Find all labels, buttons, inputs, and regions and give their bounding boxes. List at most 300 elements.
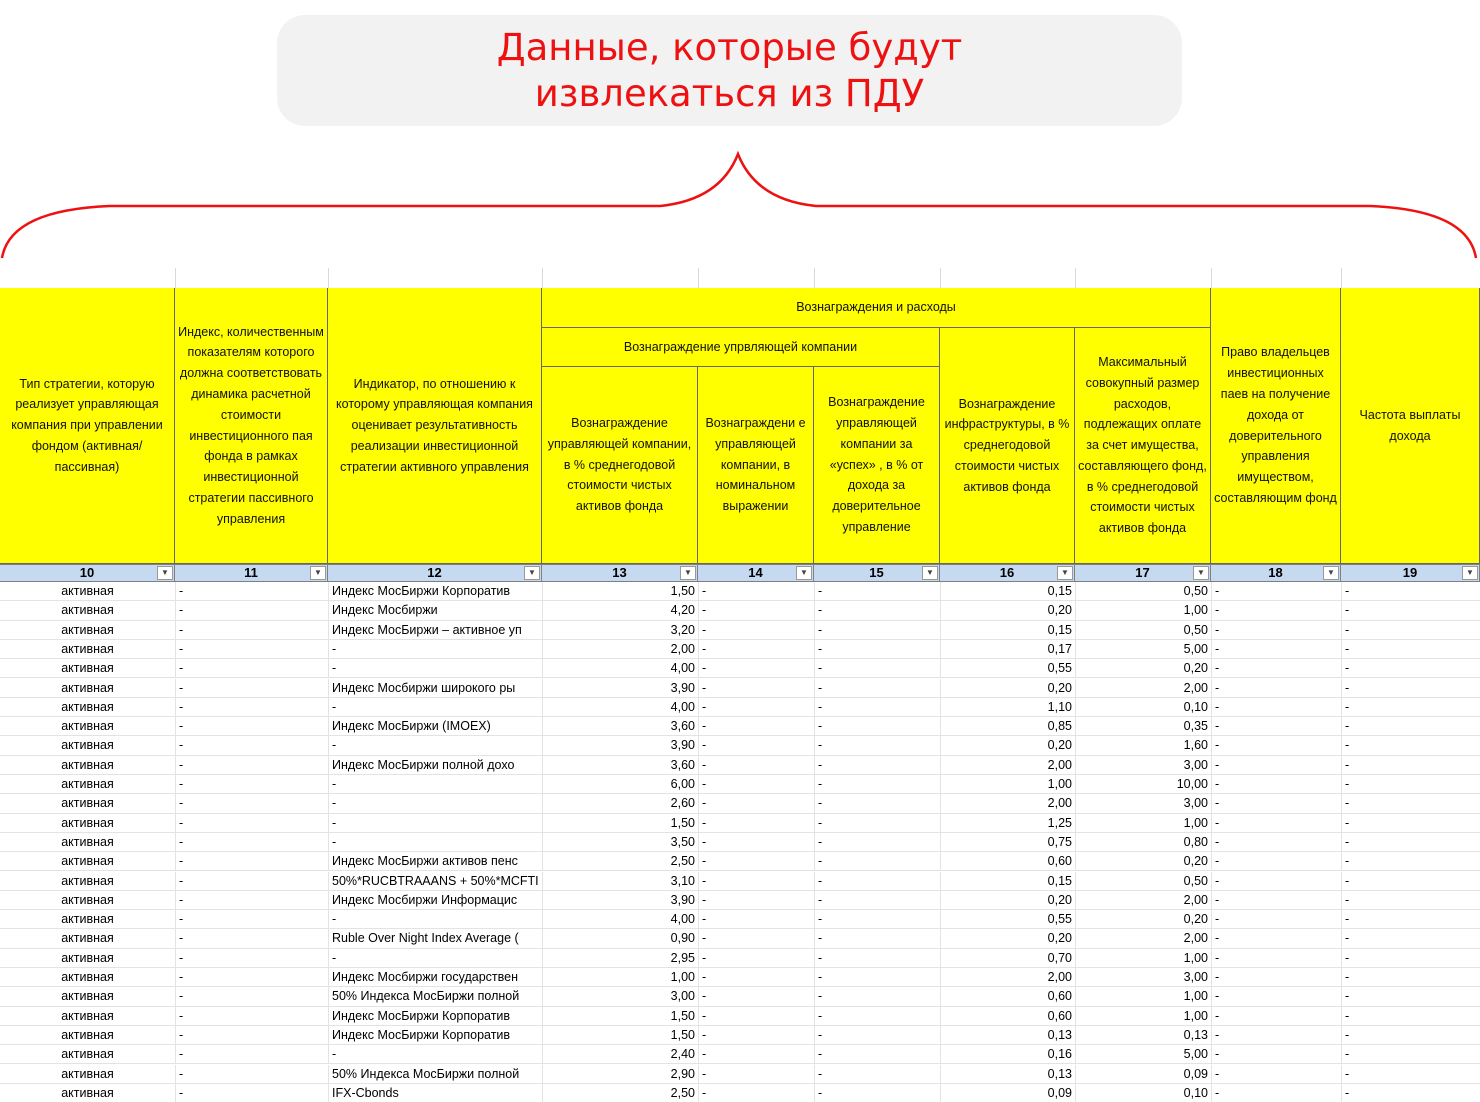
header-passive-index[interactable]: Индекс, количественным показателям которого должна соответствовать динамика расчетной стоимости инвестиционного пая фонда в рамках инвестиционной стратегии пассивного управления xyxy=(175,288,328,564)
cell-payout-frequency[interactable]: - xyxy=(1341,1065,1480,1084)
cell-strategy-type[interactable]: активная xyxy=(61,680,114,695)
cell-mc-fee-nominal[interactable]: - xyxy=(698,1026,814,1045)
header-payout-frequency[interactable]: Частота выплаты дохода xyxy=(1341,288,1480,564)
cell-income-right[interactable]: - xyxy=(1211,582,1341,601)
cell-mc-fee-percent[interactable]: 1,50 xyxy=(542,1007,698,1026)
cell-max-expenses[interactable]: 0,10 xyxy=(1075,698,1211,717)
cell-passive-index[interactable]: - xyxy=(175,582,328,601)
cell-mc-success-fee[interactable]: - xyxy=(814,640,940,659)
cell-passive-index[interactable]: - xyxy=(175,1045,328,1064)
cell-mc-success-fee[interactable]: - xyxy=(814,794,940,813)
cell-mc-fee-percent[interactable]: 0,90 xyxy=(542,929,698,948)
cell-mc-success-fee[interactable]: - xyxy=(814,814,940,833)
cell-max-expenses[interactable]: 0,10 xyxy=(1075,1084,1211,1102)
cell-mc-fee-nominal[interactable]: - xyxy=(698,1007,814,1026)
cell-mc-fee-nominal[interactable]: - xyxy=(698,736,814,755)
blank-cell[interactable] xyxy=(814,268,941,288)
cell-infrastructure-fee[interactable]: 0,20 xyxy=(940,679,1075,698)
cell-strategy-type[interactable]: активная xyxy=(61,912,114,927)
cell-income-right[interactable]: - xyxy=(1211,717,1341,736)
header-group-fees[interactable]: Вознаграждения и расходы xyxy=(542,288,1211,328)
cell-mc-success-fee[interactable]: - xyxy=(814,621,940,640)
cell-payout-frequency[interactable]: - xyxy=(1341,659,1480,678)
cell-mc-success-fee[interactable]: - xyxy=(814,756,940,775)
cell-max-expenses[interactable]: 0,50 xyxy=(1075,621,1211,640)
cell-mc-fee-percent[interactable]: 4,00 xyxy=(542,659,698,678)
cell-strategy-type[interactable]: активная xyxy=(61,719,114,734)
cell-payout-frequency[interactable]: - xyxy=(1341,968,1480,987)
cell-infrastructure-fee[interactable]: 0,70 xyxy=(940,949,1075,968)
cell-mc-success-fee[interactable]: - xyxy=(814,1084,940,1102)
cell-infrastructure-fee[interactable]: 0,09 xyxy=(940,1084,1075,1102)
cell-passive-index[interactable]: - xyxy=(175,1084,328,1102)
filter-dropdown-icon[interactable]: ▼ xyxy=(157,566,173,580)
cell-infrastructure-fee[interactable]: 1,10 xyxy=(940,698,1075,717)
cell-income-right[interactable]: - xyxy=(1211,968,1341,987)
cell-max-expenses[interactable]: 2,00 xyxy=(1075,891,1211,910)
cell-mc-fee-nominal[interactable]: - xyxy=(698,582,814,601)
cell-strategy-type[interactable]: активная xyxy=(61,873,114,888)
cell-mc-success-fee[interactable]: - xyxy=(814,775,940,794)
cell-payout-frequency[interactable]: - xyxy=(1341,949,1480,968)
cell-passive-index[interactable]: - xyxy=(175,640,328,659)
cell-active-indicator[interactable]: - xyxy=(328,640,542,659)
cell-income-right[interactable]: - xyxy=(1211,1065,1341,1084)
cell-passive-index[interactable]: - xyxy=(175,833,328,852)
cell-infrastructure-fee[interactable]: 0,17 xyxy=(940,640,1075,659)
cell-active-indicator[interactable]: Индекс Мосбиржи xyxy=(328,601,542,620)
cell-mc-fee-nominal[interactable]: - xyxy=(698,659,814,678)
cell-strategy-type[interactable]: активная xyxy=(61,950,114,965)
cell-max-expenses[interactable]: 3,00 xyxy=(1075,756,1211,775)
cell-payout-frequency[interactable]: - xyxy=(1341,872,1480,891)
cell-income-right[interactable]: - xyxy=(1211,910,1341,929)
cell-mc-fee-percent[interactable]: 2,60 xyxy=(542,794,698,813)
cell-infrastructure-fee[interactable]: 0,60 xyxy=(940,987,1075,1006)
cell-mc-fee-percent[interactable]: 3,60 xyxy=(542,756,698,775)
cell-strategy-type[interactable]: активная xyxy=(61,970,114,984)
cell-infrastructure-fee[interactable]: 0,55 xyxy=(940,910,1075,929)
cell-max-expenses[interactable]: 0,35 xyxy=(1075,717,1211,736)
cell-max-expenses[interactable]: 0,20 xyxy=(1075,659,1211,678)
cell-mc-fee-nominal[interactable]: - xyxy=(698,891,814,910)
cell-infrastructure-fee[interactable]: 0,55 xyxy=(940,659,1075,678)
cell-active-indicator[interactable]: - xyxy=(328,659,542,678)
column-number-11[interactable] xyxy=(175,564,328,582)
cell-mc-fee-percent[interactable]: 2,90 xyxy=(542,1065,698,1084)
cell-mc-success-fee[interactable]: - xyxy=(814,1065,940,1084)
cell-mc-success-fee[interactable]: - xyxy=(814,852,940,871)
cell-payout-frequency[interactable]: - xyxy=(1341,1007,1480,1026)
cell-max-expenses[interactable]: 0,13 xyxy=(1075,1026,1211,1045)
filter-dropdown-icon[interactable]: ▼ xyxy=(922,566,938,580)
cell-passive-index[interactable]: - xyxy=(175,929,328,948)
cell-active-indicator[interactable]: - xyxy=(328,814,542,833)
cell-active-indicator[interactable]: Индекс МосБиржи полной дохо xyxy=(328,756,542,775)
cell-mc-fee-percent[interactable]: 3,00 xyxy=(542,987,698,1006)
cell-mc-fee-percent[interactable]: 3,10 xyxy=(542,872,698,891)
cell-payout-frequency[interactable]: - xyxy=(1341,775,1480,794)
cell-infrastructure-fee[interactable]: 0,13 xyxy=(940,1026,1075,1045)
cell-infrastructure-fee[interactable]: 0,15 xyxy=(940,872,1075,891)
cell-max-expenses[interactable]: 2,00 xyxy=(1075,679,1211,698)
filter-dropdown-icon[interactable]: ▼ xyxy=(310,566,326,580)
cell-infrastructure-fee[interactable]: 0,20 xyxy=(940,929,1075,948)
cell-income-right[interactable]: - xyxy=(1211,852,1341,871)
cell-mc-fee-percent[interactable]: 1,50 xyxy=(542,1026,698,1045)
cell-max-expenses[interactable]: 1,00 xyxy=(1075,949,1211,968)
cell-max-expenses[interactable]: 10,00 xyxy=(1075,775,1211,794)
cell-income-right[interactable]: - xyxy=(1211,621,1341,640)
cell-mc-fee-nominal[interactable]: - xyxy=(698,679,814,698)
cell-mc-fee-percent[interactable]: 2,95 xyxy=(542,949,698,968)
cell-passive-index[interactable]: - xyxy=(175,1007,328,1026)
cell-payout-frequency[interactable]: - xyxy=(1341,910,1480,929)
cell-mc-success-fee[interactable]: - xyxy=(814,872,940,891)
cell-infrastructure-fee[interactable]: 0,20 xyxy=(940,891,1075,910)
header-group-management-fee[interactable]: Вознаграждение упрвляющей компании xyxy=(542,328,940,367)
cell-strategy-type[interactable]: активная xyxy=(61,622,114,637)
column-number-10[interactable] xyxy=(0,564,175,582)
cell-strategy-type[interactable]: активная xyxy=(61,796,114,811)
cell-active-indicator[interactable]: 50% Индекса МосБиржи полной xyxy=(328,987,542,1006)
cell-max-expenses[interactable]: 5,00 xyxy=(1075,640,1211,659)
header-strategy-type[interactable]: Тип стратегии, которую реализует управляющая компания при управлении фондом (активная/пассивная) xyxy=(0,288,175,564)
cell-mc-fee-percent[interactable]: 6,00 xyxy=(542,775,698,794)
cell-payout-frequency[interactable]: - xyxy=(1341,794,1480,813)
cell-passive-index[interactable]: - xyxy=(175,717,328,736)
cell-passive-index[interactable]: - xyxy=(175,794,328,813)
blank-cell[interactable] xyxy=(1075,268,1212,288)
cell-mc-fee-percent[interactable]: 3,90 xyxy=(542,736,698,755)
cell-mc-fee-nominal[interactable]: - xyxy=(698,929,814,948)
cell-infrastructure-fee[interactable]: 0,20 xyxy=(940,736,1075,755)
cell-infrastructure-fee[interactable]: 0,20 xyxy=(940,601,1075,620)
cell-income-right[interactable]: - xyxy=(1211,1084,1341,1102)
cell-max-expenses[interactable]: 3,00 xyxy=(1075,968,1211,987)
cell-mc-fee-nominal[interactable]: - xyxy=(698,949,814,968)
cell-payout-frequency[interactable]: - xyxy=(1341,756,1480,775)
cell-mc-fee-nominal[interactable]: - xyxy=(698,987,814,1006)
blank-cell[interactable] xyxy=(940,268,1076,288)
cell-active-indicator[interactable]: IFX-Cbonds xyxy=(328,1084,542,1102)
cell-strategy-type[interactable]: активная xyxy=(61,834,114,849)
cell-mc-fee-nominal[interactable]: - xyxy=(698,833,814,852)
filter-active-icon[interactable]: ▼ xyxy=(680,566,696,580)
cell-max-expenses[interactable]: 1,00 xyxy=(1075,1007,1211,1026)
cell-mc-fee-nominal[interactable]: - xyxy=(698,621,814,640)
cell-passive-index[interactable]: - xyxy=(175,679,328,698)
column-number-16[interactable] xyxy=(940,564,1075,582)
blank-cell[interactable] xyxy=(1341,268,1480,288)
cell-mc-fee-percent[interactable]: 1,00 xyxy=(542,968,698,987)
cell-payout-frequency[interactable]: - xyxy=(1341,1045,1480,1064)
cell-infrastructure-fee[interactable]: 0,60 xyxy=(940,1007,1075,1026)
cell-active-indicator[interactable]: - xyxy=(328,949,542,968)
cell-active-indicator[interactable]: Индекс Мосбиржи широкого ры xyxy=(328,679,542,698)
cell-strategy-type[interactable]: активная xyxy=(61,1027,114,1042)
cell-max-expenses[interactable]: 5,00 xyxy=(1075,1045,1211,1064)
header-max-expenses[interactable]: Максимальный совокупный размер расходов, подлежащих оплате за счет имущества, составляющего фонд, в % среднегодовой стоимости чистых активов фонда xyxy=(1075,328,1211,564)
blank-cell[interactable] xyxy=(1211,268,1342,288)
cell-active-indicator[interactable]: Индекс МосБиржи Корпоратив xyxy=(328,1026,542,1045)
cell-strategy-type[interactable]: активная xyxy=(61,989,114,1004)
cell-mc-fee-percent[interactable]: 3,60 xyxy=(542,717,698,736)
header-mc-success-fee[interactable]: Вознаграждение управляющей компании за «успех» , в % от дохода за доверительное управление xyxy=(814,367,940,564)
cell-infrastructure-fee[interactable]: 1,25 xyxy=(940,814,1075,833)
column-number-17[interactable] xyxy=(1075,564,1211,582)
cell-strategy-type[interactable]: активная xyxy=(61,699,114,714)
cell-passive-index[interactable]: - xyxy=(175,756,328,775)
cell-payout-frequency[interactable]: - xyxy=(1341,891,1480,910)
cell-infrastructure-fee[interactable]: 2,00 xyxy=(940,756,1075,775)
cell-mc-success-fee[interactable]: - xyxy=(814,833,940,852)
cell-mc-success-fee[interactable]: - xyxy=(814,601,940,620)
cell-mc-fee-percent[interactable]: 3,90 xyxy=(542,679,698,698)
cell-strategy-type[interactable]: активная xyxy=(61,1085,114,1100)
cell-max-expenses[interactable]: 1,00 xyxy=(1075,987,1211,1006)
cell-active-indicator[interactable]: - xyxy=(328,698,542,717)
cell-passive-index[interactable]: - xyxy=(175,891,328,910)
cell-mc-success-fee[interactable]: - xyxy=(814,679,940,698)
cell-mc-fee-nominal[interactable]: - xyxy=(698,756,814,775)
cell-income-right[interactable]: - xyxy=(1211,679,1341,698)
cell-income-right[interactable]: - xyxy=(1211,698,1341,717)
filter-dropdown-icon[interactable]: ▼ xyxy=(1323,566,1339,580)
cell-active-indicator[interactable]: Индекс МосБиржи – активное уп xyxy=(328,621,542,640)
cell-passive-index[interactable]: - xyxy=(175,775,328,794)
cell-payout-frequency[interactable]: - xyxy=(1341,987,1480,1006)
cell-mc-success-fee[interactable]: - xyxy=(814,582,940,601)
cell-mc-fee-nominal[interactable]: - xyxy=(698,910,814,929)
cell-strategy-type[interactable]: активная xyxy=(61,1008,114,1023)
cell-mc-fee-nominal[interactable]: - xyxy=(698,640,814,659)
cell-active-indicator[interactable]: Индекс МосБиржи Корпоратив xyxy=(328,1007,542,1026)
cell-strategy-type[interactable]: активная xyxy=(61,931,114,946)
cell-income-right[interactable]: - xyxy=(1211,756,1341,775)
filter-dropdown-icon[interactable]: ▼ xyxy=(524,566,540,580)
cell-infrastructure-fee[interactable]: 0,85 xyxy=(940,717,1075,736)
cell-mc-success-fee[interactable]: - xyxy=(814,698,940,717)
cell-mc-success-fee[interactable]: - xyxy=(814,1007,940,1026)
cell-payout-frequency[interactable]: - xyxy=(1341,736,1480,755)
cell-mc-fee-nominal[interactable]: - xyxy=(698,814,814,833)
cell-infrastructure-fee[interactable]: 0,60 xyxy=(940,852,1075,871)
cell-max-expenses[interactable]: 1,00 xyxy=(1075,814,1211,833)
cell-mc-fee-percent[interactable]: 1,50 xyxy=(542,582,698,601)
cell-income-right[interactable]: - xyxy=(1211,794,1341,813)
cell-income-right[interactable]: - xyxy=(1211,640,1341,659)
cell-payout-frequency[interactable]: - xyxy=(1341,1026,1480,1045)
cell-infrastructure-fee[interactable]: 0,16 xyxy=(940,1045,1075,1064)
cell-mc-fee-nominal[interactable]: - xyxy=(698,852,814,871)
cell-payout-frequency[interactable]: - xyxy=(1341,717,1480,736)
cell-active-indicator[interactable]: Индекс Мосбиржи государствен xyxy=(328,968,542,987)
cell-passive-index[interactable]: - xyxy=(175,1065,328,1084)
cell-mc-success-fee[interactable]: - xyxy=(814,910,940,929)
filter-dropdown-icon[interactable]: ▼ xyxy=(1057,566,1073,580)
header-mc-fee-nominal[interactable]: Вознаграждени е управляющей компании, в номинальном выражении xyxy=(698,367,814,564)
cell-mc-fee-percent[interactable]: 2,00 xyxy=(542,640,698,659)
cell-payout-frequency[interactable]: - xyxy=(1341,640,1480,659)
cell-strategy-type[interactable]: активная xyxy=(61,584,114,598)
cell-income-right[interactable]: - xyxy=(1211,1026,1341,1045)
cell-infrastructure-fee[interactable]: 0,75 xyxy=(940,833,1075,852)
cell-mc-success-fee[interactable]: - xyxy=(814,1026,940,1045)
cell-active-indicator[interactable]: - xyxy=(328,910,542,929)
cell-infrastructure-fee[interactable]: 0,15 xyxy=(940,621,1075,640)
cell-mc-fee-percent[interactable]: 3,20 xyxy=(542,621,698,640)
column-number-15[interactable] xyxy=(814,564,940,582)
cell-passive-index[interactable]: - xyxy=(175,814,328,833)
cell-active-indicator[interactable]: 50%*RUCBTRAAANS + 50%*MCFTI xyxy=(328,872,542,891)
cell-mc-fee-percent[interactable]: 3,90 xyxy=(542,891,698,910)
filter-dropdown-icon[interactable]: ▼ xyxy=(796,566,812,580)
cell-active-indicator[interactable]: 50% Индекса МосБиржи полной xyxy=(328,1065,542,1084)
cell-mc-fee-nominal[interactable]: - xyxy=(698,698,814,717)
cell-strategy-type[interactable]: активная xyxy=(61,1066,114,1081)
cell-max-expenses[interactable]: 2,00 xyxy=(1075,929,1211,948)
blank-cell[interactable] xyxy=(0,268,176,288)
cell-mc-success-fee[interactable]: - xyxy=(814,659,940,678)
column-number-12[interactable] xyxy=(328,564,542,582)
cell-strategy-type[interactable]: активная xyxy=(61,738,114,753)
header-income-right[interactable]: Право владельцев инвестиционных паев на получение дохода от доверительного управления имуществом, составляющим фонд xyxy=(1211,288,1341,564)
cell-income-right[interactable]: - xyxy=(1211,987,1341,1006)
cell-payout-frequency[interactable]: - xyxy=(1341,582,1480,601)
cell-mc-fee-nominal[interactable]: - xyxy=(698,717,814,736)
cell-passive-index[interactable]: - xyxy=(175,910,328,929)
cell-passive-index[interactable]: - xyxy=(175,852,328,871)
cell-max-expenses[interactable]: 0,20 xyxy=(1075,852,1211,871)
blank-cell[interactable] xyxy=(542,268,699,288)
cell-max-expenses[interactable]: 0,50 xyxy=(1075,872,1211,891)
cell-max-expenses[interactable]: 1,00 xyxy=(1075,601,1211,620)
cell-mc-fee-nominal[interactable]: - xyxy=(698,968,814,987)
cell-income-right[interactable]: - xyxy=(1211,929,1341,948)
cell-mc-fee-percent[interactable]: 4,20 xyxy=(542,601,698,620)
cell-mc-success-fee[interactable]: - xyxy=(814,929,940,948)
cell-max-expenses[interactable]: 0,20 xyxy=(1075,910,1211,929)
filter-dropdown-icon[interactable]: ▼ xyxy=(1462,566,1478,580)
cell-mc-success-fee[interactable]: - xyxy=(814,717,940,736)
filter-dropdown-icon[interactable]: ▼ xyxy=(1193,566,1209,580)
cell-income-right[interactable]: - xyxy=(1211,891,1341,910)
cell-income-right[interactable]: - xyxy=(1211,775,1341,794)
cell-payout-frequency[interactable]: - xyxy=(1341,698,1480,717)
cell-active-indicator[interactable]: - xyxy=(328,794,542,813)
cell-passive-index[interactable]: - xyxy=(175,949,328,968)
cell-strategy-type[interactable]: активная xyxy=(61,603,114,618)
cell-mc-fee-nominal[interactable]: - xyxy=(698,1045,814,1064)
cell-income-right[interactable]: - xyxy=(1211,949,1341,968)
cell-mc-success-fee[interactable]: - xyxy=(814,949,940,968)
cell-passive-index[interactable]: - xyxy=(175,987,328,1006)
cell-active-indicator[interactable]: Индекс МосБиржи (IMOEX) xyxy=(328,717,542,736)
cell-mc-fee-nominal[interactable]: - xyxy=(698,1084,814,1102)
cell-active-indicator[interactable]: - xyxy=(328,1045,542,1064)
column-number-19[interactable] xyxy=(1341,564,1480,582)
cell-income-right[interactable]: - xyxy=(1211,659,1341,678)
cell-mc-success-fee[interactable]: - xyxy=(814,891,940,910)
cell-mc-fee-percent[interactable]: 1,50 xyxy=(542,814,698,833)
cell-passive-index[interactable]: - xyxy=(175,698,328,717)
cell-passive-index[interactable]: - xyxy=(175,736,328,755)
cell-infrastructure-fee[interactable]: 2,00 xyxy=(940,794,1075,813)
column-number-18[interactable] xyxy=(1211,564,1341,582)
cell-payout-frequency[interactable]: - xyxy=(1341,929,1480,948)
cell-payout-frequency[interactable]: - xyxy=(1341,814,1480,833)
cell-passive-index[interactable]: - xyxy=(175,968,328,987)
cell-mc-fee-nominal[interactable]: - xyxy=(698,775,814,794)
cell-passive-index[interactable]: - xyxy=(175,621,328,640)
cell-payout-frequency[interactable]: - xyxy=(1341,833,1480,852)
cell-income-right[interactable]: - xyxy=(1211,814,1341,833)
blank-cell[interactable] xyxy=(698,268,815,288)
cell-infrastructure-fee[interactable]: 2,00 xyxy=(940,968,1075,987)
cell-max-expenses[interactable]: 0,09 xyxy=(1075,1065,1211,1084)
header-mc-fee-percent[interactable]: Вознаграждение управляющей компании, в % среднегодовой стоимости чистых активов фонда xyxy=(542,367,698,564)
cell-strategy-type[interactable]: активная xyxy=(61,1047,114,1062)
cell-max-expenses[interactable]: 0,80 xyxy=(1075,833,1211,852)
cell-income-right[interactable]: - xyxy=(1211,601,1341,620)
cell-active-indicator[interactable]: Индекс Мосбиржи Информацис xyxy=(328,891,542,910)
cell-payout-frequency[interactable]: - xyxy=(1341,679,1480,698)
column-number-13[interactable] xyxy=(542,564,698,582)
cell-max-expenses[interactable]: 1,60 xyxy=(1075,736,1211,755)
cell-active-indicator[interactable]: Ruble Over Night Index Average ( xyxy=(328,929,542,948)
cell-infrastructure-fee[interactable]: 0,15 xyxy=(940,582,1075,601)
cell-max-expenses[interactable]: 0,50 xyxy=(1075,582,1211,601)
cell-mc-success-fee[interactable]: - xyxy=(814,736,940,755)
header-infrastructure-fee[interactable]: Вознаграждение инфраструктуры, в % среднегодовой стоимости чистых активов фонда xyxy=(940,328,1075,564)
cell-active-indicator[interactable]: Индекс МосБиржи Корпоратив xyxy=(328,582,542,601)
cell-mc-success-fee[interactable]: - xyxy=(814,968,940,987)
blank-cell[interactable] xyxy=(175,268,329,288)
cell-mc-fee-percent[interactable]: 2,50 xyxy=(542,1084,698,1102)
cell-passive-index[interactable]: - xyxy=(175,601,328,620)
cell-strategy-type[interactable]: активная xyxy=(61,777,114,791)
cell-income-right[interactable]: - xyxy=(1211,1007,1341,1026)
cell-infrastructure-fee[interactable]: 1,00 xyxy=(940,775,1075,794)
cell-strategy-type[interactable]: активная xyxy=(61,661,114,676)
cell-strategy-type[interactable]: активная xyxy=(61,757,114,772)
cell-passive-index[interactable]: - xyxy=(175,872,328,891)
cell-strategy-type[interactable]: активная xyxy=(61,641,114,656)
cell-payout-frequency[interactable]: - xyxy=(1341,621,1480,640)
cell-payout-frequency[interactable]: - xyxy=(1341,601,1480,620)
cell-active-indicator[interactable]: Индекс МосБиржи активов пенс xyxy=(328,852,542,871)
cell-max-expenses[interactable]: 3,00 xyxy=(1075,794,1211,813)
cell-mc-fee-percent[interactable]: 2,40 xyxy=(542,1045,698,1064)
blank-cell[interactable] xyxy=(328,268,543,288)
cell-active-indicator[interactable]: - xyxy=(328,736,542,755)
cell-strategy-type[interactable]: активная xyxy=(61,892,114,907)
cell-payout-frequency[interactable]: - xyxy=(1341,852,1480,871)
cell-mc-fee-nominal[interactable]: - xyxy=(698,601,814,620)
cell-mc-fee-percent[interactable]: 2,50 xyxy=(542,852,698,871)
header-active-indicator[interactable]: Индикатор, по отношению к которому управляющая компания оценивает результативность реализации инвестиционной стратегии активного управления xyxy=(328,288,542,564)
cell-infrastructure-fee[interactable]: 0,13 xyxy=(940,1065,1075,1084)
cell-mc-success-fee[interactable]: - xyxy=(814,1045,940,1064)
cell-active-indicator[interactable]: - xyxy=(328,775,542,794)
cell-mc-fee-percent[interactable]: 3,50 xyxy=(542,833,698,852)
cell-payout-frequency[interactable]: - xyxy=(1341,1084,1480,1102)
cell-mc-fee-nominal[interactable]: - xyxy=(698,794,814,813)
cell-mc-fee-nominal[interactable]: - xyxy=(698,872,814,891)
cell-strategy-type[interactable]: активная xyxy=(61,854,114,869)
cell-strategy-type[interactable]: активная xyxy=(61,815,114,830)
